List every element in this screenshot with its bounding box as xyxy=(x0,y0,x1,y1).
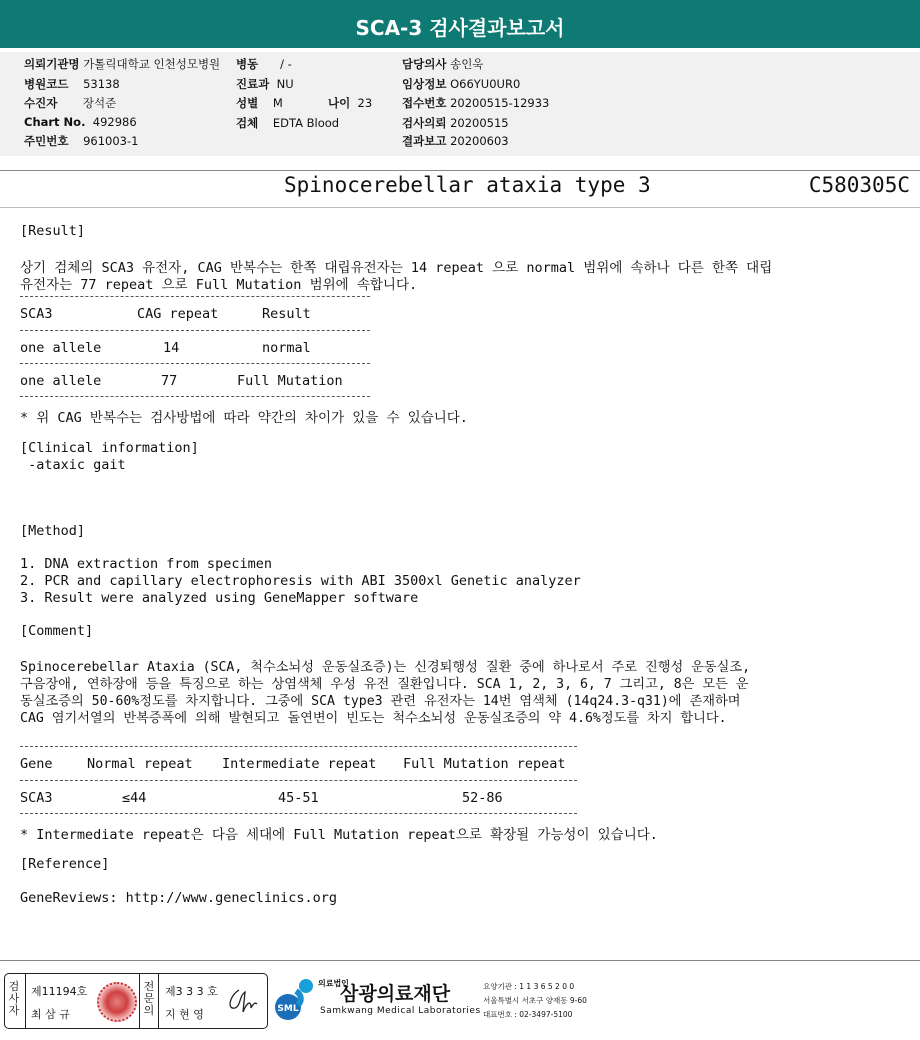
reference-heading: [Reference] xyxy=(20,856,110,872)
test-name: Spinocerebellar ataxia type 3 xyxy=(284,173,651,197)
result-row1-repeat: 14 xyxy=(163,340,180,356)
range-note: * Intermediate repeat은 다음 세대에 Full Mutation repeat으로 확장될 가능성이 있습니다. xyxy=(20,827,658,843)
table-rule xyxy=(20,746,577,747)
info-specimen: 검체 EDTA Blood xyxy=(236,116,340,130)
range-row-full: 52-86 xyxy=(462,790,503,806)
info-requester: 의뢰기관명 가톨릭대학교 인천성모병원 xyxy=(24,57,221,71)
table-rule xyxy=(20,296,370,297)
result-header-cag: CAG repeat xyxy=(137,306,219,322)
table-rule xyxy=(20,396,370,397)
clinical-heading: [Clinical information] xyxy=(20,440,199,456)
corp-name: 삼광의료재단 xyxy=(340,983,451,1005)
table-rule xyxy=(20,330,370,331)
seal-stamp-icon xyxy=(97,982,137,1022)
range-row-intermediate: 45-51 xyxy=(278,790,319,806)
info-resident-no: 주민번호 961003-1 xyxy=(24,134,139,148)
result-header-gene: SCA3 xyxy=(20,306,53,322)
info-doctor: 담당의사 송인욱 xyxy=(402,57,484,71)
comment-line-2: 구음장애, 연하장애 등을 특징으로 하는 상염색체 우성 유전 질환입니다. SCA 1, 2, 3, 6, 7 그리고, 8은 모든 운 xyxy=(20,677,749,692)
comment-line-1: Spinocerebellar Ataxia (SCA, 척수소뇌성 운동실조증)는 신경퇴행성 질환 중에 하나로서 주로 진행성 운동실조, xyxy=(20,660,751,675)
inspector-role: 검사자 xyxy=(8,980,20,1017)
info-sex: 성별 M xyxy=(236,96,283,110)
range-header-intermediate: Intermediate repeat xyxy=(222,756,377,772)
result-row1-allele: one allele xyxy=(20,340,102,356)
info-patient: 수진자 장석준 xyxy=(24,96,117,110)
info-chart-no: Chart No. 492986 xyxy=(24,115,137,129)
range-row-gene: SCA3 xyxy=(20,790,53,806)
method-item-3: 3. Result were analyzed using GeneMapper software xyxy=(20,590,419,606)
info-request-date: 검사의뢰 20200515 xyxy=(402,116,509,130)
clinical-text: -ataxic gait xyxy=(20,457,126,473)
method-item-1: 1. DNA extraction from specimen xyxy=(20,556,272,572)
comment-line-4: CAG 염기서열의 반복증폭에 의해 발현되고 돌연변이 빈도는 척수소뇌성 운동실조증의 약 4.6%정도를 차지 합니다. xyxy=(20,711,727,726)
report-footer xyxy=(0,960,920,1040)
inspector-license: 제11194호 xyxy=(31,985,88,998)
range-header-normal: Normal repeat xyxy=(87,756,193,772)
comment-line-3: 동실조증의 50-60%정도를 차지합니다. 그중에 SCA type3 관련 유전자는 14번 염색체 (14q24.3-q31)에 존재하며 xyxy=(20,694,741,709)
result-heading: [Result] xyxy=(20,223,86,239)
corp-english-name: Samkwang Medical Laboratories xyxy=(320,1006,481,1016)
reference-text: GeneReviews: http://www.geneclinics.org xyxy=(20,890,337,906)
info-hospital-code: 병원코드 53138 xyxy=(24,77,120,91)
svg-text:SML: SML xyxy=(277,1004,299,1014)
patient-info-panel xyxy=(0,52,920,156)
table-rule xyxy=(20,363,370,364)
info-clinical: 임상정보 O66YU0UR0 xyxy=(402,77,521,91)
test-header-band xyxy=(0,170,920,208)
report-title: SCA-3 검사결과보고서 xyxy=(0,0,920,48)
specialist-name: 지 현 영 xyxy=(165,1008,204,1021)
info-ward: 병동 / - xyxy=(236,57,292,71)
result-text-line1: 상기 검체의 SCA3 유전자, CAG 반복수는 한쪽 대립유전자는 14 repeat 으로 normal 범위에 속하나 다른 한쪽 대립 xyxy=(20,260,773,276)
info-report-date: 결과보고 20200603 xyxy=(402,134,509,148)
signature-box xyxy=(4,973,268,1029)
info-department: 진료과 NU xyxy=(236,77,294,91)
info-age: 나이 23 xyxy=(328,96,373,110)
specialist-license: 제3 3 3 호 xyxy=(165,985,218,998)
table-rule xyxy=(20,813,577,814)
method-item-2: 2. PCR and capillary electrophoresis with ABI 3500xl Genetic analyzer xyxy=(20,573,581,589)
info-receipt-no: 접수번호 20200515-12933 xyxy=(402,96,550,110)
address: 서울특별시 서초구 양재동 9-60 xyxy=(483,996,587,1005)
sml-logo-icon xyxy=(272,977,316,1021)
result-row1-result: normal xyxy=(262,340,311,356)
result-text-line2: 유전자는 77 repeat 으로 Full Mutation 범위에 속합니다. xyxy=(20,277,418,293)
corp-type: 의료법인 xyxy=(318,979,349,988)
result-row2-result: Full Mutation xyxy=(237,373,343,389)
phone: 대표번호 : 02-3497-5100 xyxy=(483,1010,573,1019)
result-header-result: Result xyxy=(262,306,311,322)
result-row2-repeat: 77 xyxy=(161,373,178,389)
range-row-normal: ≤44 xyxy=(122,790,147,806)
org-code: 요양기관 : 1 1 3 6 5 2 0 0 xyxy=(483,982,575,991)
signature-icon xyxy=(223,984,263,1018)
result-row2-allele: one allele xyxy=(20,373,102,389)
test-code: C580305C xyxy=(808,173,910,197)
comment-heading: [Comment] xyxy=(20,623,94,639)
inspector-name: 최 삼 규 xyxy=(31,1008,70,1021)
table-rule xyxy=(20,780,577,781)
method-heading: [Method] xyxy=(20,523,86,539)
specialist-role: 전문의 xyxy=(143,980,155,1017)
range-header-gene: Gene xyxy=(20,756,53,772)
result-note: * 위 CAG 반복수는 검사방법에 따라 약간의 차이가 있을 수 있습니다. xyxy=(20,410,468,426)
range-header-full: Full Mutation repeat xyxy=(403,756,566,772)
